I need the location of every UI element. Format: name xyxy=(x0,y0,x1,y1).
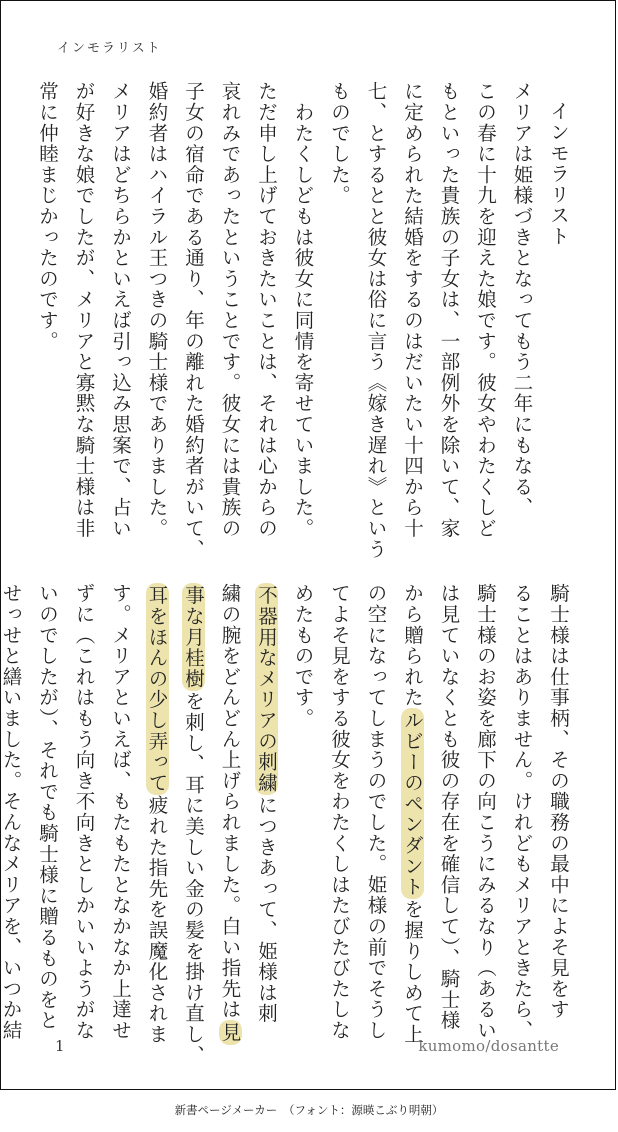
text-column xyxy=(540,583,577,1020)
text-column xyxy=(175,583,212,1066)
text-segment: は見ていなくとも彼の存在を確信して）、騎士様 xyxy=(437,583,461,1031)
page-number: 1 xyxy=(55,1037,65,1055)
upper-text-block xyxy=(36,81,576,560)
text-column: メリアは姫様づきとなってもう二年にもなる、 xyxy=(510,81,534,518)
highlighted-text: 事な月桂樹 xyxy=(182,585,205,689)
text-segment: す。メリアといえば、もたもたとなかなか上達せ xyxy=(109,583,132,1041)
text-segment: の空になってしまうのでした。姫様の前でそうし xyxy=(364,583,388,1041)
chapter-title: インモラリスト xyxy=(547,101,570,247)
text-column xyxy=(138,583,175,1045)
text-column xyxy=(503,583,540,1041)
text-column: もといった貴族の子女は、一部例外を除いて、家 xyxy=(437,81,461,539)
text-column xyxy=(357,583,394,1041)
text-column: メリアはどちらかといえば引っ込み思案で、占い xyxy=(109,81,132,539)
text-segment: いのでしたが）、それでも騎士様に贈るものをと xyxy=(36,583,59,1031)
text-column xyxy=(284,583,321,1003)
text-segment: から贈られた xyxy=(401,583,424,708)
author-credit: kumomo/dosantte xyxy=(418,1037,559,1055)
text-column: が好きな娘でしたが、メリアと寡黙な騎士様は非 xyxy=(72,81,96,539)
text-column xyxy=(211,583,248,1043)
text-column xyxy=(467,583,504,1041)
text-segment: ずに（これはもう向き不向きとしかいいようがな xyxy=(72,583,96,1041)
text-segment: 騎士様のお姿を廊下の向こうにみるなり（あるい xyxy=(474,583,497,1041)
footer-caption: 新書ページメーカー （フォント：源暎こぶり明朝） xyxy=(174,1103,444,1117)
text-column: ただ申し上げておきたいことは、それは心からの xyxy=(255,81,278,539)
text-segment: てよそ見をする彼女をわたくしはたびたびたしな xyxy=(328,583,351,1041)
text-column xyxy=(65,583,102,1041)
text-segment: 騎士様は仕事柄、その職務の最中によそ見をす xyxy=(547,583,570,1020)
text-segment: めたものです。 xyxy=(291,583,315,729)
text-column: に定められた結婚をするのはだいたい十四から十 xyxy=(401,81,424,539)
highlighted-text: 不器用なメリアの刺繍 xyxy=(255,585,278,793)
text-column xyxy=(102,583,139,1041)
highlighted-text: ルビーのペンダント xyxy=(401,709,424,898)
text-segment: につきあって、姫様は刺 xyxy=(255,795,278,1024)
text-column xyxy=(0,583,29,1041)
text-segment: 疲れた指先を誤魔化されま xyxy=(145,795,169,1045)
text-segment: を刺し、耳に美しい金の髪を掛け直し、 xyxy=(182,691,205,1066)
text-column xyxy=(394,583,431,1045)
text-column xyxy=(321,583,358,1041)
text-segment: せっせと繕いました。そんなメリアを、いつか結 xyxy=(0,583,23,1041)
text-column: わたくしどもは彼女に同情を寄せていました。 xyxy=(291,81,315,539)
text-column xyxy=(29,583,66,1031)
running-head: インモラリスト xyxy=(57,41,162,56)
text-column: 哀れみであったということです。彼女には貴族の xyxy=(218,81,242,539)
text-column: この春に十九を迎えた娘です。彼女やわたくしど xyxy=(474,81,497,539)
text-column: 七、とするとと彼女は俗に言う《嫁き遅れ》という xyxy=(364,81,388,560)
text-segment: を握りしめて上 xyxy=(401,899,424,1045)
text-segment: ることはありません。けれどもメリアときたら、 xyxy=(510,583,534,1041)
text-column: 常に仲睦まじかったのです。 xyxy=(36,81,59,352)
text-column xyxy=(430,583,467,1031)
text-column: 婚約者はハイラル王つきの騎士様でありました。 xyxy=(145,81,169,539)
text-column: 子女の宿命である通り、年の離れた婚約者がいて、 xyxy=(182,81,205,560)
highlighted-text: 見 xyxy=(218,1021,242,1043)
text-segment: 繍の腕をどんどん上げられました。白い指先は xyxy=(218,583,242,1020)
highlighted-text: 耳をほんの少し弄って xyxy=(145,585,169,793)
text-column xyxy=(248,583,285,1024)
text-column: ものでした。 xyxy=(328,81,351,206)
